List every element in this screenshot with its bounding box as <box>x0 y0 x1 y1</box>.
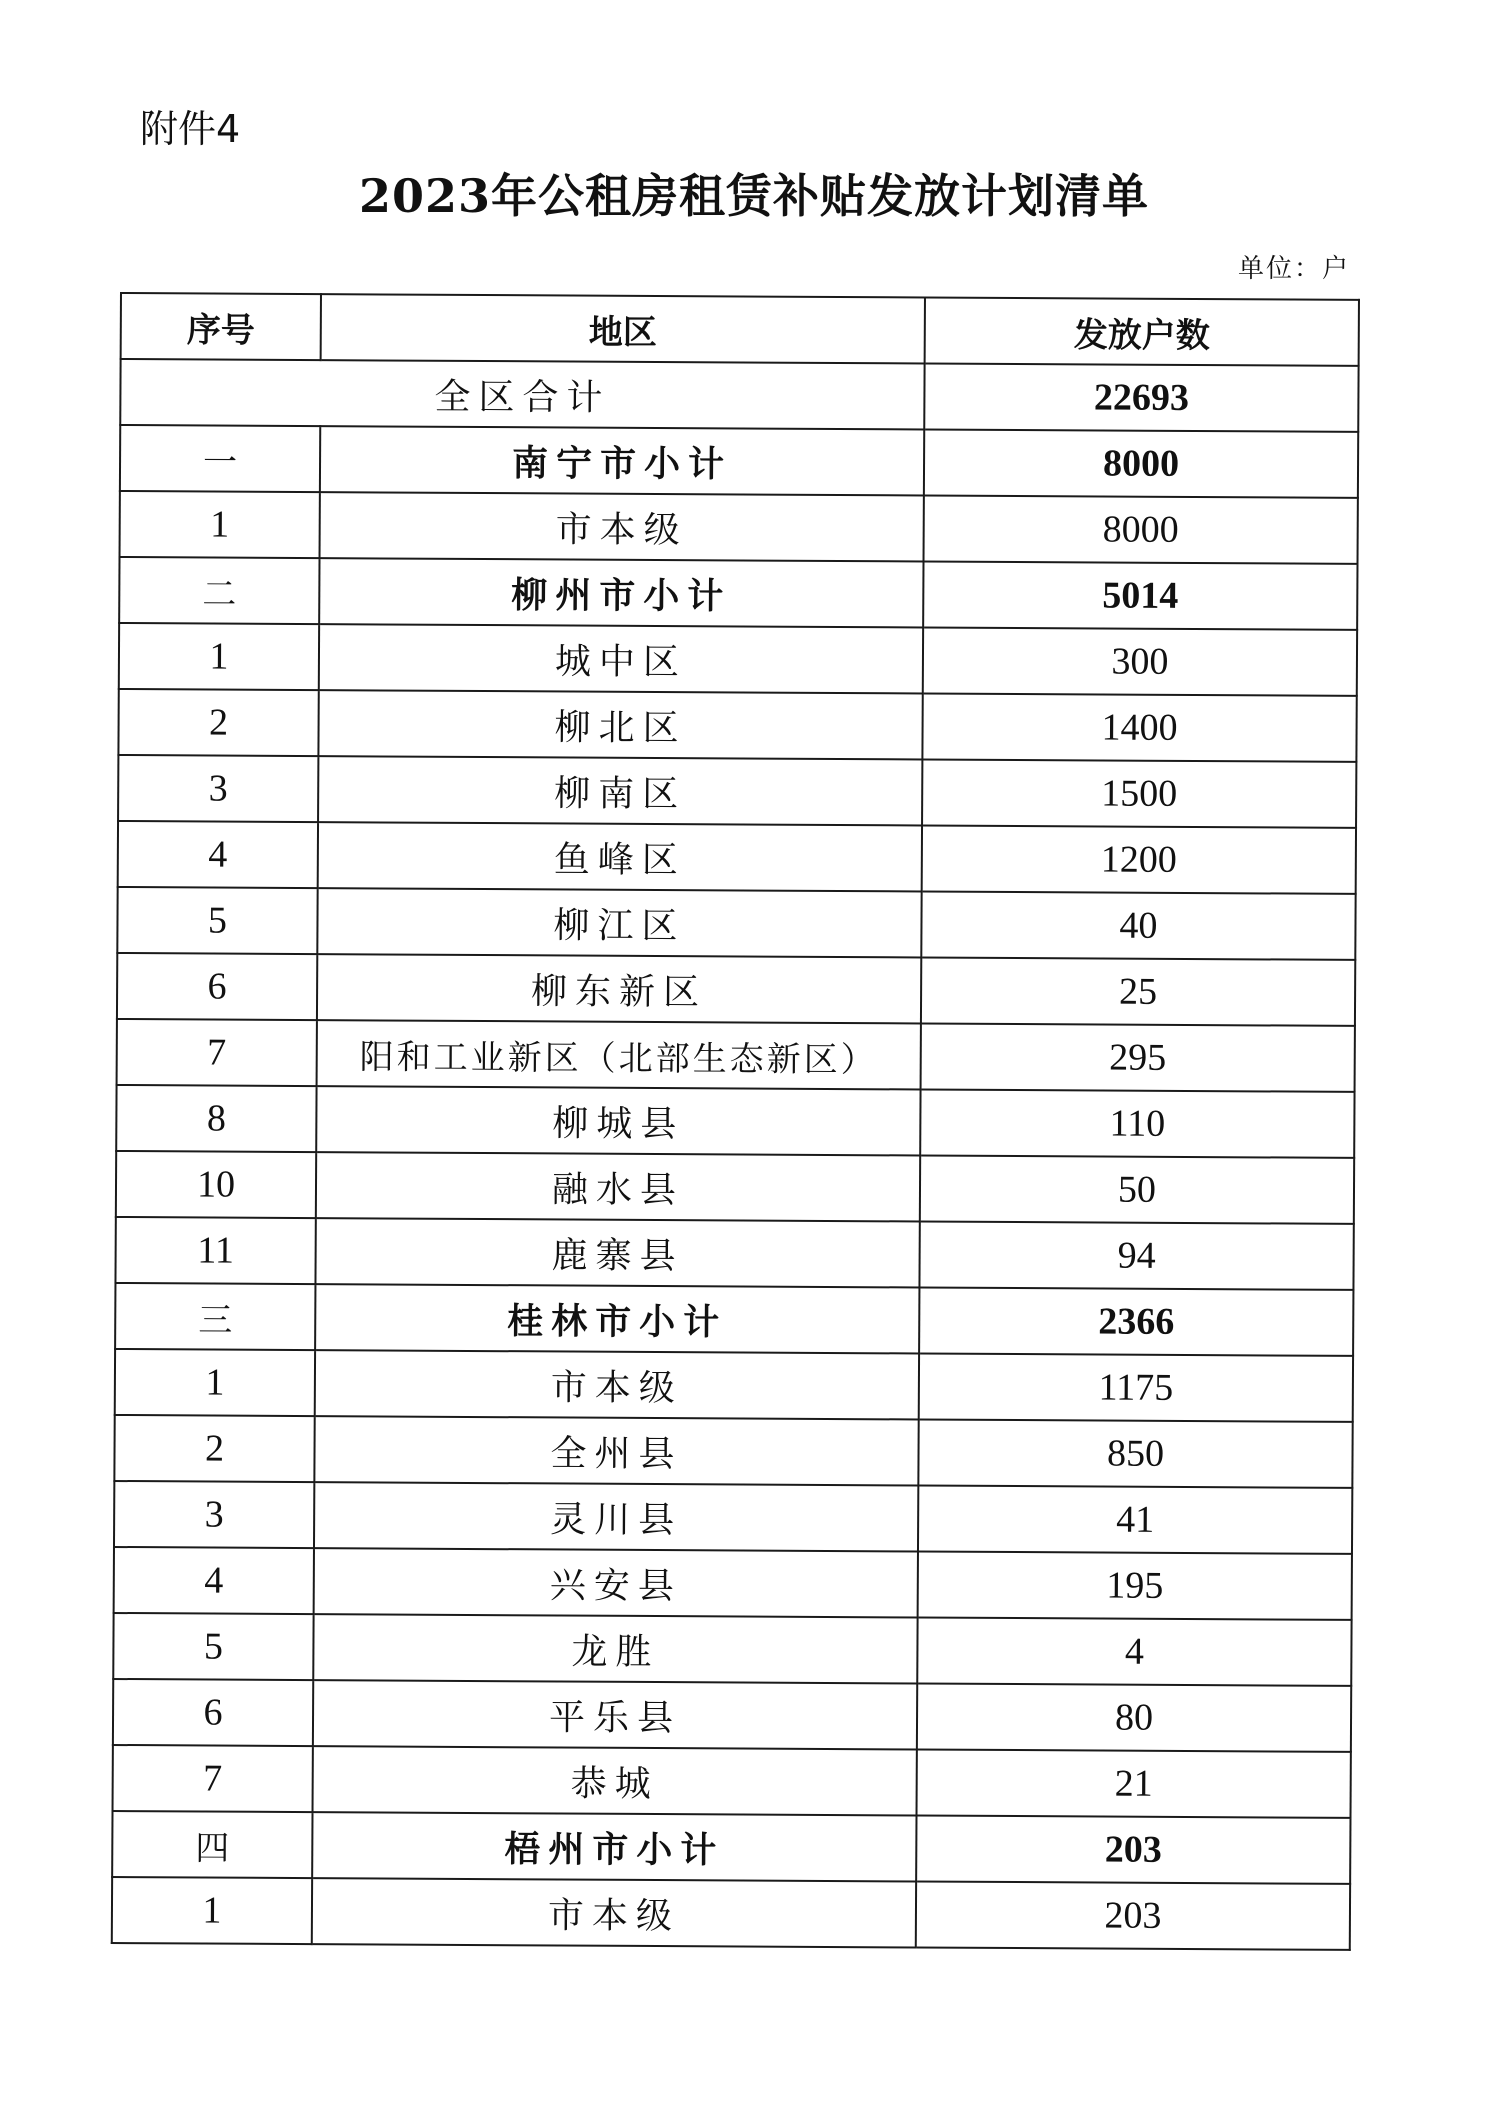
table-row <box>116 1151 1354 1224</box>
row-index: 2 <box>118 689 318 756</box>
row-region: 市本级 <box>315 1350 919 1419</box>
row-region: 市本级 <box>312 1878 916 1947</box>
row-households: 21 <box>917 1749 1351 1817</box>
table-row <box>117 887 1355 960</box>
table-row <box>115 1349 1353 1422</box>
row-index: 2 <box>114 1415 314 1482</box>
row-index: 4 <box>118 821 318 888</box>
row-index: 二 <box>119 557 319 624</box>
row-index: 1 <box>112 1877 312 1944</box>
row-households: 80 <box>917 1683 1351 1751</box>
row-region: 柳城县 <box>316 1086 920 1155</box>
row-region: 灵川县 <box>314 1482 918 1551</box>
row-households: 850 <box>918 1419 1352 1487</box>
total-label: 全区合计 <box>120 359 924 429</box>
table-row <box>115 1217 1353 1290</box>
row-region: 梧州市小计 <box>312 1812 916 1881</box>
table-row <box>118 755 1356 828</box>
row-index: 7 <box>117 1019 317 1086</box>
table-row <box>119 623 1357 696</box>
table-row <box>112 1877 1350 1950</box>
row-households: 41 <box>918 1485 1352 1553</box>
row-households: 5014 <box>923 561 1357 629</box>
row-households: 195 <box>918 1551 1352 1619</box>
row-region: 龙胜 <box>313 1614 917 1683</box>
row-index: 5 <box>117 887 317 954</box>
table-row <box>118 689 1356 762</box>
row-households: 110 <box>920 1089 1354 1157</box>
row-region: 阳和工业新区（北部生态新区） <box>317 1020 921 1089</box>
row-households: 4 <box>917 1617 1351 1685</box>
row-region: 兴安县 <box>314 1548 918 1617</box>
row-households: 300 <box>923 627 1357 695</box>
row-households: 203 <box>916 1815 1350 1883</box>
row-households: 1175 <box>919 1353 1353 1421</box>
row-index: 5 <box>113 1613 313 1680</box>
row-households: 1500 <box>922 759 1356 827</box>
table-header-row <box>121 293 1359 366</box>
row-index: 8 <box>116 1085 316 1152</box>
row-index: 7 <box>113 1745 313 1812</box>
row-region: 全州县 <box>314 1416 918 1485</box>
table-row <box>117 953 1355 1026</box>
row-households: 203 <box>916 1881 1350 1949</box>
row-region: 柳江区 <box>317 888 921 957</box>
row-region: 桂林市小计 <box>315 1284 919 1353</box>
table-row <box>114 1415 1352 1488</box>
row-region: 城中区 <box>319 624 923 693</box>
table-row <box>118 821 1356 894</box>
row-index: 10 <box>116 1151 316 1218</box>
total-value: 22693 <box>924 363 1358 431</box>
row-region: 柳州市小计 <box>319 558 923 627</box>
row-index: 1 <box>115 1349 315 1416</box>
table-row <box>114 1481 1352 1554</box>
column-header-households: 发放户数 <box>925 297 1359 365</box>
row-index: 四 <box>112 1811 312 1878</box>
unit-label: 单位：户 <box>1237 254 1350 284</box>
table-row <box>116 1085 1354 1158</box>
table-row <box>113 1613 1351 1686</box>
column-header-region: 地区 <box>321 294 925 363</box>
row-index: 3 <box>114 1481 314 1548</box>
row-households: 8000 <box>924 429 1358 497</box>
table-row <box>113 1745 1351 1818</box>
row-region: 柳北区 <box>318 690 922 759</box>
attachment-label: 附件4 <box>140 107 241 151</box>
table-row <box>117 1019 1355 1092</box>
row-region: 鹿寨县 <box>315 1218 919 1287</box>
row-households: 2366 <box>919 1287 1353 1355</box>
document-title: 2023年公租房租赁补贴发放计划清单 <box>358 169 1150 223</box>
row-region: 柳南区 <box>318 756 922 825</box>
table-row <box>114 1547 1352 1620</box>
row-households: 25 <box>921 957 1355 1025</box>
table-row <box>113 1679 1351 1752</box>
row-households: 1400 <box>922 693 1356 761</box>
row-index: 11 <box>115 1217 315 1284</box>
subsidy-plan-table <box>111 292 1360 1951</box>
row-region: 鱼峰区 <box>318 822 922 891</box>
row-index: 1 <box>119 623 319 690</box>
row-households: 40 <box>921 891 1355 959</box>
row-region: 融水县 <box>316 1152 920 1221</box>
row-index: 4 <box>114 1547 314 1614</box>
row-index: 3 <box>118 755 318 822</box>
row-index: 一 <box>120 425 320 492</box>
row-region: 平乐县 <box>313 1680 917 1749</box>
row-region: 恭城 <box>313 1746 917 1815</box>
row-households: 50 <box>920 1155 1354 1223</box>
table-row <box>120 491 1358 564</box>
row-households: 295 <box>921 1023 1355 1091</box>
row-region: 南宁市小计 <box>320 426 924 495</box>
subtotal-row <box>115 1283 1353 1356</box>
row-index: 6 <box>117 953 317 1020</box>
row-region: 柳东新区 <box>317 954 921 1023</box>
subtotal-row <box>119 557 1357 630</box>
row-households: 8000 <box>924 495 1358 563</box>
row-households: 1200 <box>922 825 1356 893</box>
row-region: 市本级 <box>320 492 924 561</box>
row-households: 94 <box>919 1221 1353 1289</box>
total-row <box>120 359 1358 432</box>
column-header-index: 序号 <box>121 293 321 360</box>
subtotal-row <box>112 1811 1350 1884</box>
row-index: 6 <box>113 1679 313 1746</box>
row-index: 三 <box>115 1283 315 1350</box>
row-index: 1 <box>120 491 320 558</box>
subtotal-row <box>120 425 1358 498</box>
